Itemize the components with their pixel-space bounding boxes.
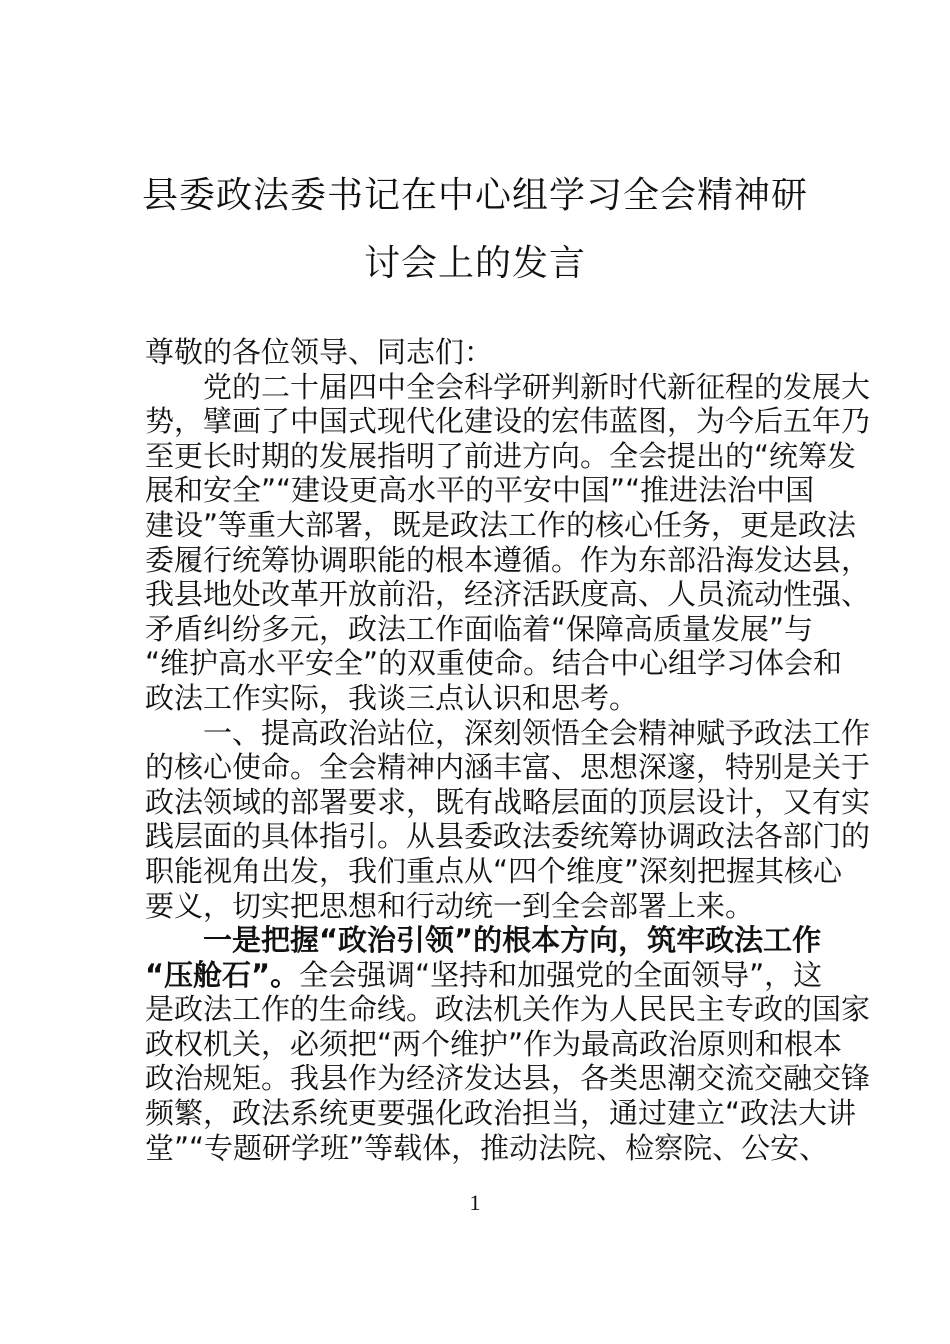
text-line: [145, 335, 807, 370]
line-text: 矛盾纠纷多元，政法工作面临着“保障高质量发展”与: [145, 611, 814, 646]
line-text: 践层面的具体指引。从县委政法委统筹协调政法各部门的: [145, 819, 871, 854]
text-line: [145, 1130, 829, 1166]
text-line: [145, 507, 857, 543]
document-body: [145, 335, 871, 1165]
line-text: 我县地处改革开放前沿，经济活跃度高、人员流动性强、: [145, 577, 871, 612]
text-line: [145, 715, 871, 751]
bold-heading-text: “压舱石”。: [145, 957, 300, 992]
line-text: 职能视角出发，我们重点从“四个维度”深刻把握其核心: [145, 853, 843, 888]
line-text: 频繁，政法系统更要强化政治担当，通过建立“政法大讲: [145, 1096, 857, 1131]
line-text: 的核心使命。全会精神内涵丰富、思想深邃，特别是关于: [145, 750, 871, 785]
line-text: 党的二十届四中全会科学研判新时代新征程的发展大: [203, 369, 871, 404]
text-line: [145, 992, 871, 1027]
line-text: 至更长时期的发展指明了前进方向。全会提出的“统筹发: [145, 438, 857, 473]
line-text: 政权机关，必须把“两个维护”作为最高政治原则和根本: [145, 1026, 843, 1061]
line-text: 政法领域的部署要求，既有战略层面的顶层设计，又有实: [145, 784, 871, 819]
line-text: 一、提高政治站位，深刻领悟全会精神赋予政法工作: [203, 715, 871, 750]
text-line: [145, 1096, 857, 1131]
line-text: 政治规矩。我县作为经济发达县，各类思潮交流交融交锋: [145, 1061, 871, 1096]
text-line: [145, 1026, 843, 1062]
line-text: 要义，切实把思想和行动统一到全会部署上来。: [145, 888, 755, 923]
text-line: [145, 853, 843, 889]
text-line: [145, 646, 843, 681]
text-line: [145, 784, 871, 820]
line-text: 尊敬的各位领导、同志们：: [145, 335, 494, 369]
line-text: 是政法工作的生命线。政法机关作为人民民主专政的国家: [145, 992, 871, 1027]
document-title-line-2: 讨会上的发言: [363, 243, 586, 284]
line-text: 展和安全”“建设更高水平的平安中国”“推进法治中国: [145, 473, 815, 508]
text-line: [145, 473, 815, 508]
page-number: 1: [469, 1190, 481, 1215]
line-text: 堂”“专题研学班”等载体，推动法院、检察院、公安、: [145, 1130, 829, 1165]
line-text: 势，擘画了中国式现代化建设的宏伟蓝图，为今后五年乃: [145, 404, 871, 439]
line-text: “维护高水平安全”的双重使命。结合中心组学习体会和: [145, 646, 843, 681]
text-line: [145, 438, 857, 474]
line-text: 建设”等重大部署，既是政法工作的核心任务，更是政法: [145, 507, 857, 542]
text-line: [145, 611, 814, 647]
text-line: [145, 923, 822, 958]
text-line: [145, 819, 871, 854]
line-text: 政法工作实际，我谈三点认识和思考。: [145, 680, 639, 715]
line-text: 全会强调“坚持和加强党的全面领导”，这: [299, 957, 823, 992]
text-line: [145, 681, 807, 716]
text-line: [145, 957, 823, 993]
line-text: 委履行统筹协调职能的根本遵循。作为东部沿海发达县，: [145, 542, 871, 577]
text-line: [145, 542, 871, 578]
text-line: [145, 889, 807, 924]
text-line: [145, 750, 871, 785]
text-line: [145, 577, 871, 612]
text-line: [145, 369, 871, 405]
document-title-line-1: 县委政法委书记在中心组学习全会精神研: [141, 175, 808, 216]
text-line: [145, 404, 871, 439]
text-line: [145, 1061, 871, 1096]
bold-heading-text: 一是把握“政治引领”的根本方向，筑牢政法工作: [203, 923, 822, 958]
